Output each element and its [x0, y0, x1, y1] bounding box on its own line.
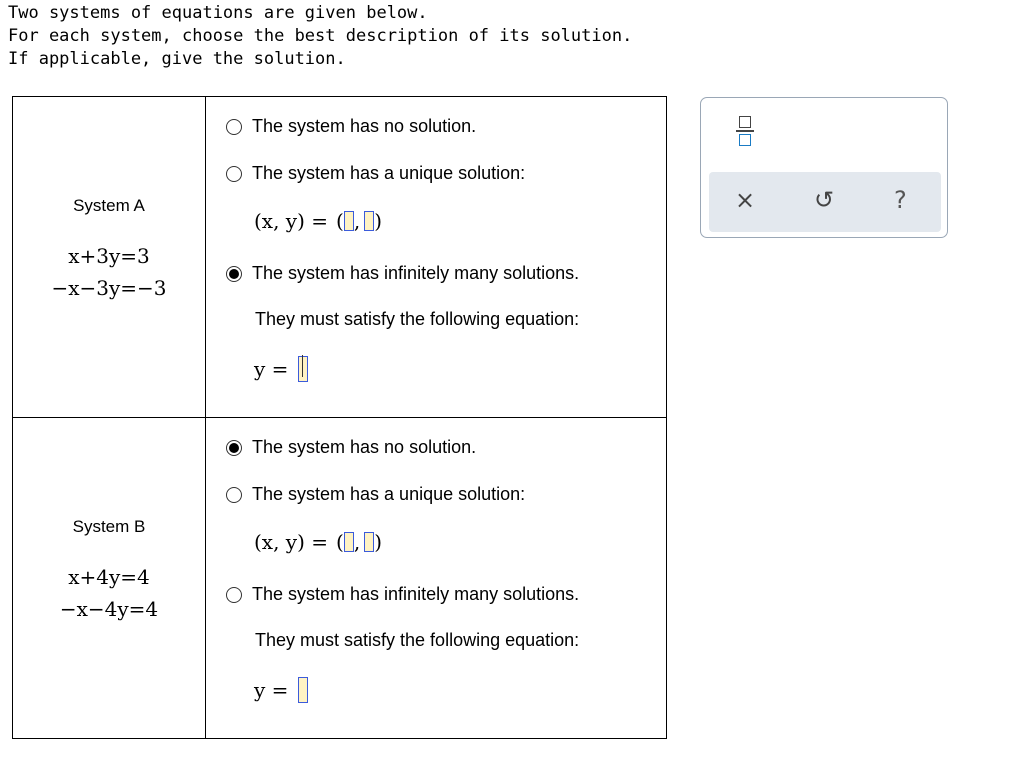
paren-close: ) [374, 530, 382, 554]
equation-input[interactable] [298, 356, 308, 382]
y-input[interactable] [364, 211, 374, 231]
fraction-bar [736, 130, 754, 132]
option-label: The system has infinitely many solutions. [252, 263, 580, 283]
systems-table [12, 96, 667, 739]
system-b-label: System B [72, 517, 146, 536]
y-label: y = [254, 678, 289, 702]
system-a-y-answer [254, 356, 308, 382]
close-icon[interactable]: × [735, 186, 756, 214]
system-b-cell [13, 418, 206, 738]
radio-button-selected[interactable] [226, 440, 242, 456]
system-b-options [206, 418, 666, 738]
system-b-xy-answer [254, 530, 382, 554]
paren-close: ) [374, 209, 382, 233]
comma: , [353, 530, 361, 554]
system-a-row [13, 97, 666, 417]
system-a-xy-answer [254, 209, 382, 233]
option-label: The system has infinitely many solutions. [252, 584, 580, 604]
system-a-options [206, 97, 666, 417]
option-label: The system has no solution. [252, 116, 477, 136]
system-a-eq1: x+3y=3 [68, 244, 150, 268]
instruction-line-2: For each system, choose the best description of its solution. [8, 26, 633, 46]
option-label: The system has a unique solution: [252, 484, 526, 504]
instruction-line-1: Two systems of equations are given below. [8, 3, 428, 23]
y-input[interactable] [364, 532, 374, 552]
radio-button[interactable] [226, 587, 242, 603]
instruction-line-3: If applicable, give the solution. [8, 49, 346, 69]
instructions [8, 2, 632, 71]
help-icon[interactable]: ? [894, 186, 907, 214]
option-label: The system has a unique solution: [252, 163, 526, 183]
radio-button-selected[interactable] [226, 266, 242, 282]
system-a-eq2: −x−3y=−3 [51, 276, 167, 300]
xy-label: (x, y) = [254, 209, 329, 233]
paren-open: ( [336, 530, 344, 554]
comma: , [353, 209, 361, 233]
system-a-label: System A [73, 196, 145, 215]
radio-button[interactable] [226, 119, 242, 135]
y-label: y = [254, 357, 289, 381]
paren-open: ( [336, 209, 344, 233]
radio-button[interactable] [226, 166, 242, 182]
radio-button[interactable] [226, 487, 242, 503]
equation-input[interactable] [298, 677, 308, 703]
system-a-cell [13, 97, 206, 417]
system-b-option-unique[interactable] [226, 484, 525, 505]
x-input[interactable] [344, 211, 354, 231]
undo-icon[interactable]: ↺ [814, 186, 835, 214]
system-a-satisfy-note: They must satisfy the following equation: [255, 309, 580, 329]
fraction-icon[interactable] [736, 116, 754, 146]
denominator-box [739, 134, 751, 146]
system-b-eq2: −x−4y=4 [59, 597, 159, 621]
numerator-box [739, 116, 751, 128]
system-a-option-no-solution[interactable] [226, 116, 476, 137]
system-b-option-infinite[interactable] [226, 584, 579, 605]
option-label: The system has no solution. [252, 437, 477, 457]
system-b-row [13, 417, 666, 738]
system-a-option-unique[interactable] [226, 163, 525, 184]
system-b-option-no-solution[interactable] [226, 437, 476, 458]
x-input[interactable] [344, 532, 354, 552]
system-a-option-infinite[interactable] [226, 263, 579, 284]
system-b-y-answer [254, 677, 308, 703]
xy-label: (x, y) = [254, 530, 329, 554]
system-b-satisfy-note: They must satisfy the following equation: [255, 630, 580, 650]
system-b-eq1: x+4y=4 [68, 565, 150, 589]
math-tool-palette [700, 97, 948, 238]
